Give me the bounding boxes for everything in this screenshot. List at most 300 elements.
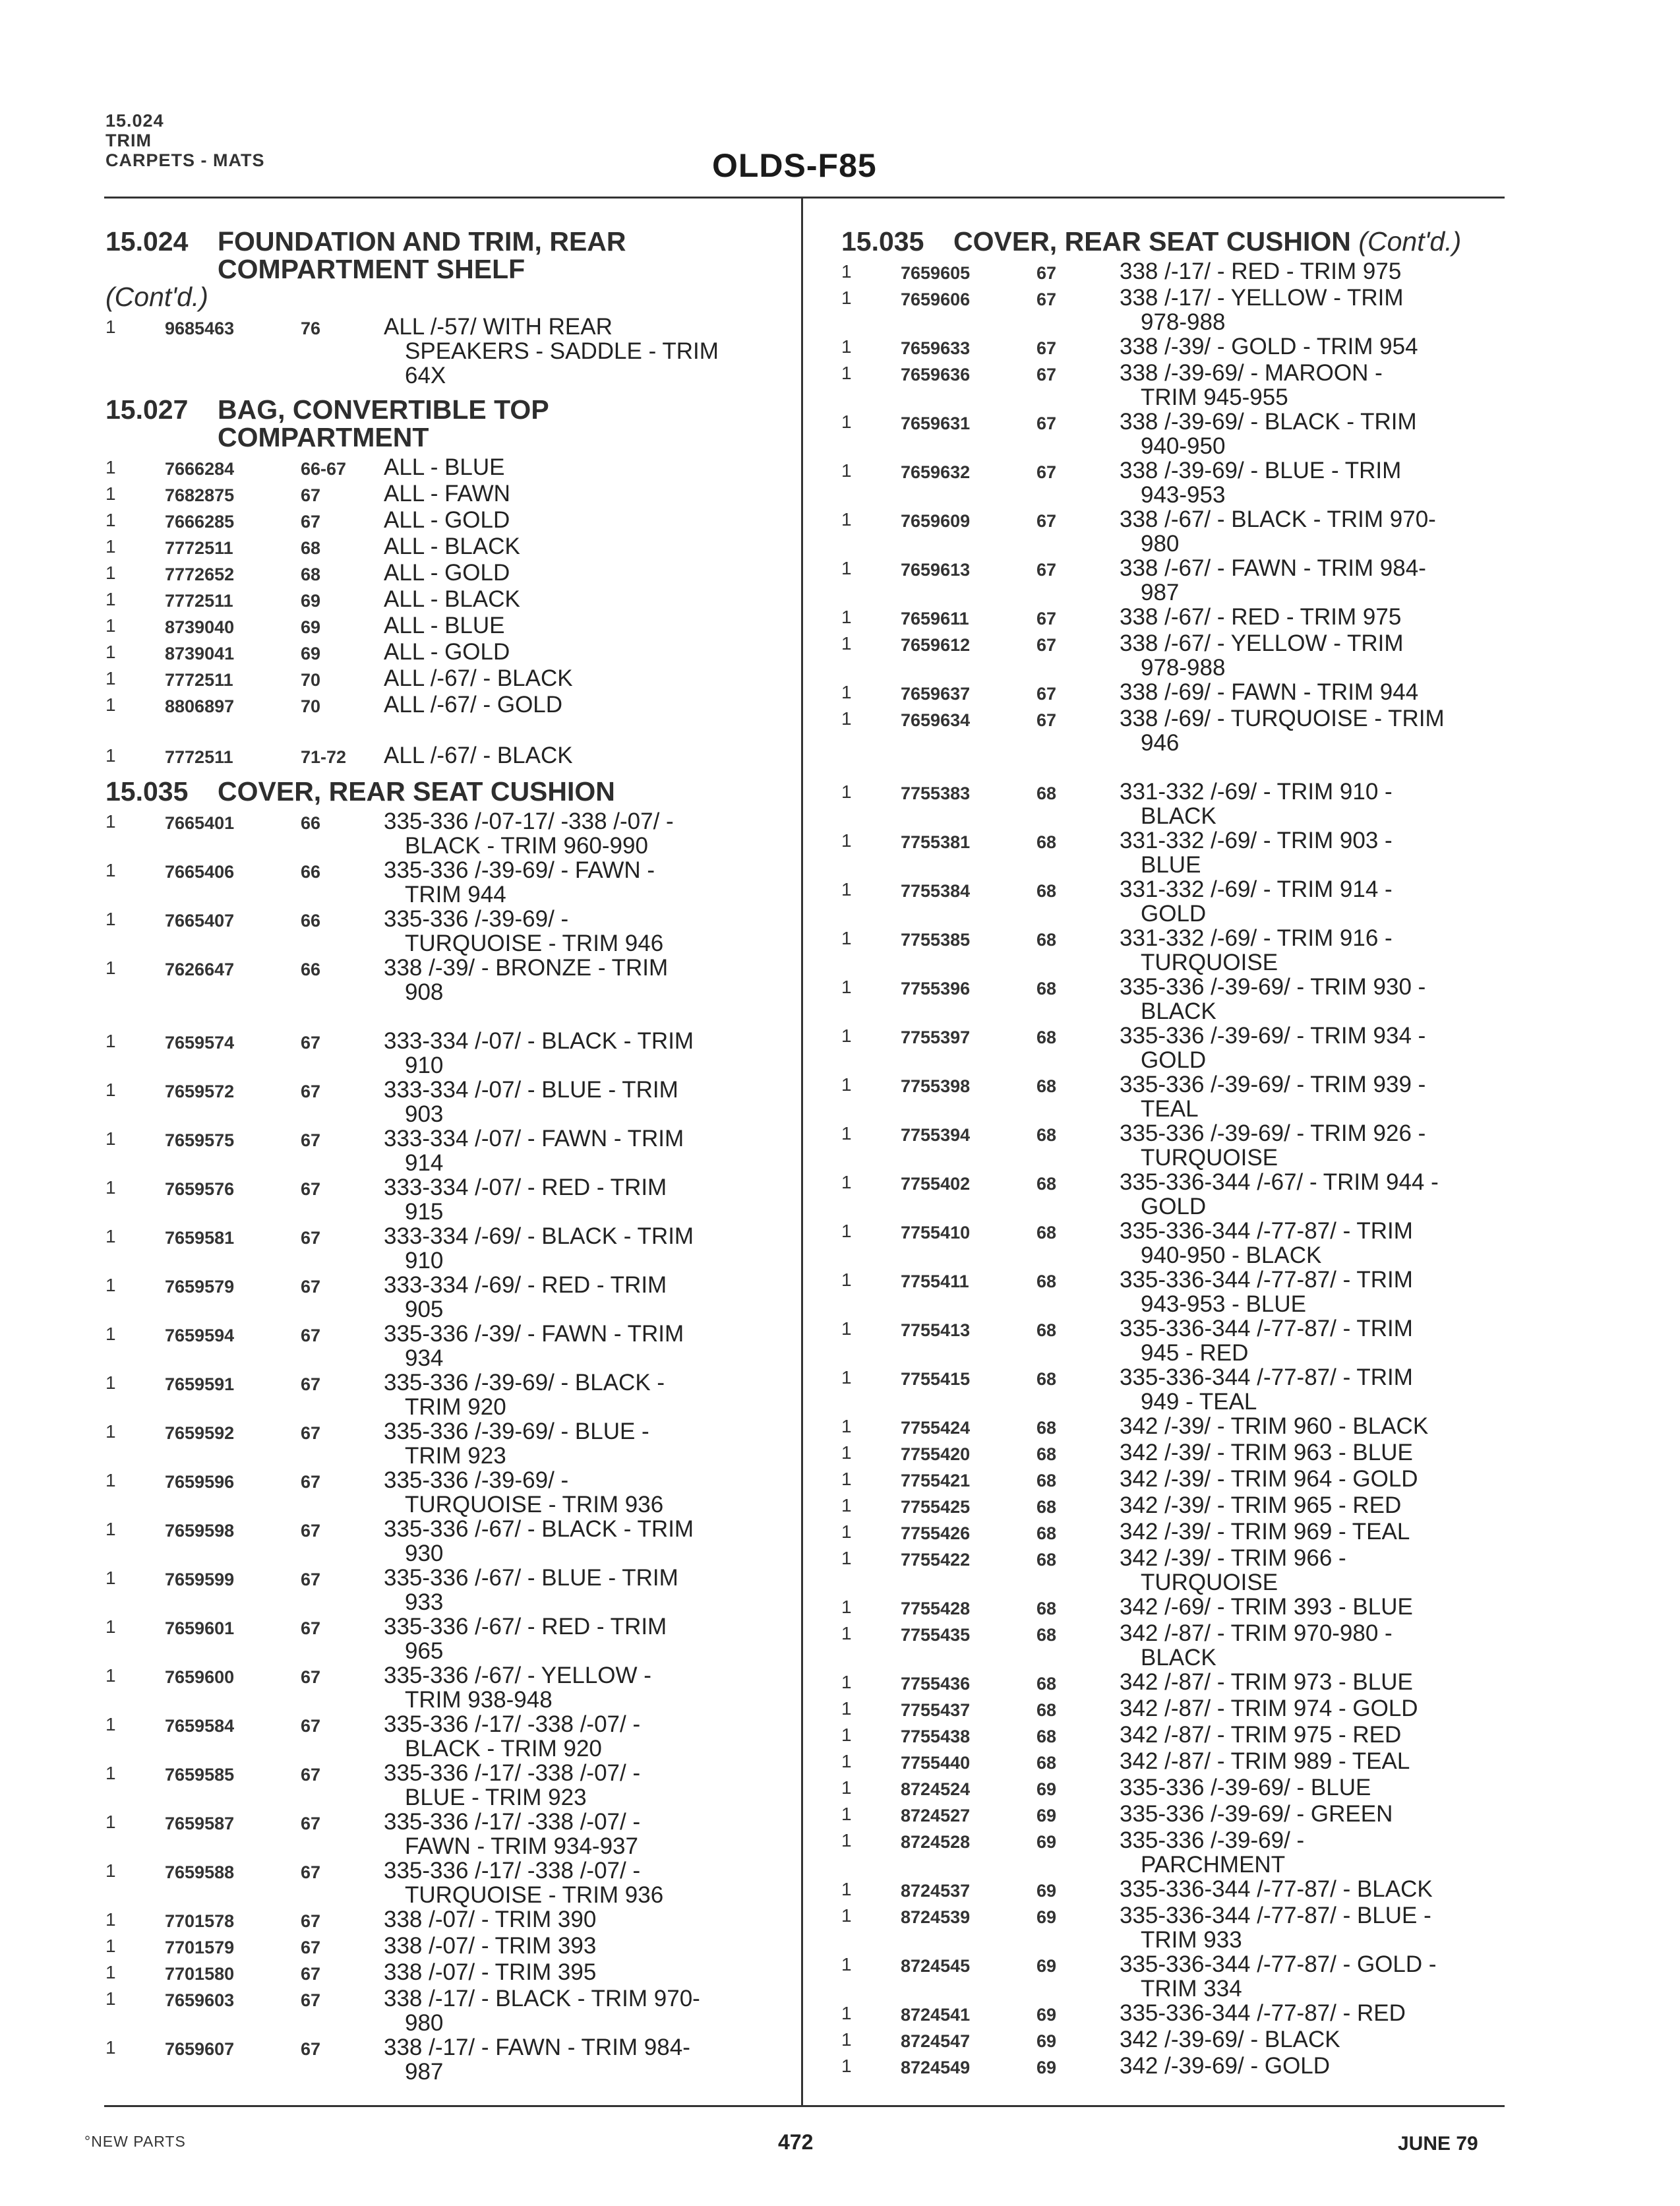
year-cell: 67 [301,1938,321,1957]
quantity-cell: 1 [841,1318,852,1339]
quantity-cell: 1 [105,1763,116,1783]
description-cell [384,1614,791,1663]
table-row [841,631,1527,680]
description-cell [384,1663,791,1712]
part-number-cell: 7659636 [901,365,971,384]
description-cell [1120,780,1527,828]
description-line: 342 /-39-69/ - BLACK [1120,2027,1340,2052]
quantity-cell: 1 [841,682,852,702]
part-number-cell: 7755420 [901,1444,971,1464]
description-line: ALL /-67/ - GOLD [384,692,563,718]
part-number-cell: 7755411 [901,1272,969,1291]
description-line: BLACK - TRIM 920 [405,1736,602,1762]
quantity-cell: 1 [105,1324,116,1344]
year-cell: 67 [301,1277,321,1297]
part-number-cell: 7659613 [901,560,971,580]
year-cell: 67 [1036,684,1057,704]
table-row [841,361,1527,410]
description-line: 949 - TEAL [1141,1389,1257,1415]
quantity-cell: 1 [841,977,852,997]
description-cell [1120,334,1527,359]
table-row [105,1858,791,1907]
description-cell [1120,1316,1527,1365]
section-heading [105,778,791,805]
quantity-cell: 1 [841,1270,852,1290]
description-line: 338 /-17/ - RED - TRIM 975 [1120,259,1402,284]
description-line: TURQUOISE - TRIM 936 [405,1882,664,1908]
year-cell: 69 [301,617,321,637]
year-cell: 68 [1036,1599,1057,1618]
year-cell: 67 [301,1130,321,1150]
quantity-cell: 1 [105,668,116,689]
quantity-cell: 1 [841,509,852,530]
quantity-cell: 1 [105,1177,116,1198]
quantity-cell: 1 [105,457,116,477]
year-cell: 68 [1036,979,1057,998]
year-cell: 68 [1036,1700,1057,1720]
year-cell: 67 [301,1228,321,1248]
part-number-cell: 7772511 [165,538,233,558]
description-line: TRIM 933 [1141,1927,1242,1953]
year-cell: 68 [1036,1753,1057,1773]
quantity-cell: 1 [105,1226,116,1246]
description-cell [384,1810,791,1858]
description-line: 965 [405,1638,444,1664]
description-line: 335-336 /-39-69/ - [1120,1827,1305,1853]
description-line: 335-336 /-17/ -338 /-07/ - [384,1711,641,1737]
description-line: 333-334 /-69/ - BLACK - TRIM [384,1223,694,1249]
description-line: 338 /-69/ - TURQUOISE - TRIM [1120,706,1445,731]
table-row [841,1365,1527,1414]
quantity-cell: 1 [841,1221,852,1241]
year-cell: 68 [1036,1076,1057,1096]
section-title-line: FOUNDATION AND TRIM, REAR [218,226,626,257]
quantity-cell: 1 [841,1623,852,1643]
year-cell: 71-72 [301,747,347,767]
description-line: 335-336 /-39-69/ - [384,906,569,932]
table-row [841,1440,1527,1467]
description-line: FAWN - TRIM 934-937 [405,1833,638,1859]
description-line: ALL - BLUE [384,454,505,480]
quantity-cell: 1 [841,607,852,627]
description-line: ALL - BLACK [384,534,520,559]
table-row [841,2054,1527,2080]
quantity-cell: 1 [841,1698,852,1719]
year-cell: 68 [1036,1674,1057,1694]
description-line: 915 [405,1199,444,1225]
part-number-cell: 7659575 [165,1130,235,1150]
table-row [105,587,791,613]
part-number-cell: 7659587 [165,1814,235,1833]
description-cell [1120,1670,1527,1694]
description-line: 933 [405,1589,444,1615]
table-row [105,692,791,719]
description-line: 335-336 /-39-69/ - [384,1467,569,1493]
description-line: ALL /-57/ WITH REAR [384,314,613,340]
description-cell [384,613,791,638]
table-row [105,809,791,858]
part-number-cell: 7755425 [901,1497,971,1517]
description-cell [384,1273,791,1322]
description-cell [1120,1828,1527,1877]
parts-section [841,228,1527,2080]
year-cell: 67 [301,1472,321,1492]
table-row [105,1175,791,1224]
part-number-cell: 7755384 [901,881,971,901]
year-cell: 68 [1036,1320,1057,1340]
year-cell: 67 [301,1618,321,1638]
description-line: 987 [405,2059,444,2085]
year-cell: 67 [1036,710,1057,730]
description-line: TRIM 944 [405,882,506,907]
description-cell [1120,1493,1527,1517]
description-line: 903 [405,1101,444,1127]
part-number-cell: 7659612 [901,635,971,655]
year-cell: 70 [301,670,321,690]
section-heading [105,228,791,311]
description-cell [1120,828,1527,877]
table-row [841,1952,1527,2001]
part-number-cell: 7659609 [901,511,971,531]
description-line: TRIM 938-948 [405,1687,553,1713]
quantity-cell: 1 [841,1123,852,1144]
year-cell: 68 [1036,1027,1057,1047]
description-cell [1120,1440,1527,1465]
part-number-cell: 7755424 [901,1418,971,1438]
description-line: BLUE [1141,852,1201,878]
description-line: 342 /-39-69/ - GOLD [1120,2053,1331,2079]
part-number-cell: 7755385 [901,930,971,950]
description-cell [384,1858,791,1907]
table-row [841,1493,1527,1519]
description-cell [384,743,791,768]
table-row [105,613,791,640]
description-cell [384,1468,791,1517]
year-cell: 70 [301,696,321,716]
description-line: 335-336 /-17/ -338 /-07/ - [384,1858,641,1884]
year-cell: 69 [1036,2058,1057,2077]
year-cell: 68 [1036,881,1057,901]
quantity-cell: 1 [105,1962,116,1982]
description-line: ALL - BLUE [384,613,505,638]
quantity-cell: 1 [105,1372,116,1393]
year-cell: 67 [1036,462,1057,482]
part-number-cell: 8724545 [901,1956,971,1976]
continued-label: (Cont'd.) [105,282,208,312]
description-cell [384,1078,791,1126]
year-cell: 68 [301,565,321,584]
description-line: 335-336 /-39/ - FAWN - TRIM [384,1321,684,1347]
description-line: 335-336 /-39-69/ - BLACK - [384,1370,665,1395]
header-line-subcategory: CARPETS - MATS [105,150,265,170]
description-line: ALL /-67/ - BLACK [384,665,573,691]
year-cell: 67 [301,1667,321,1687]
table-row [105,640,791,666]
description-line: 342 /-39/ - TRIM 966 - [1120,1545,1346,1571]
quantity-cell: 1 [841,781,852,802]
description-line: ALL - BLACK [384,586,520,612]
year-cell: 68 [1036,1550,1057,1570]
description-line: 342 /-39/ - TRIM 965 - RED [1120,1492,1402,1518]
description-cell [384,858,791,907]
description-line: TURQUOISE - TRIM 936 [405,1492,664,1517]
part-number-cell: 7666285 [165,512,235,532]
part-number-cell: 7772511 [165,591,233,611]
part-number-cell: 7659574 [165,1033,235,1053]
year-cell: 67 [301,1990,321,2010]
table-row [841,1828,1527,1877]
quantity-cell: 1 [841,288,852,308]
description-line: 342 /-69/ - TRIM 393 - BLUE [1120,1594,1413,1620]
description-line: GOLD [1141,1194,1207,1219]
description-cell [384,455,791,479]
description-line: 342 /-39/ - TRIM 969 - TEAL [1120,1519,1410,1545]
part-number-cell: 7772511 [165,670,233,690]
part-number-cell: 7659605 [901,263,971,283]
table-row [105,743,791,770]
description-line: 335-336 /-39-69/ - FAWN - [384,857,655,883]
quantity-cell: 1 [105,536,116,557]
quantity-cell: 1 [841,1074,852,1095]
description-cell [1120,1877,1527,1901]
year-cell: 69 [1036,1779,1057,1799]
table-row [841,1467,1527,1493]
quantity-cell: 1 [841,460,852,481]
section-header [105,111,265,170]
column-divider [801,198,803,2105]
part-number-cell: 8724539 [901,1907,971,1927]
quantity-cell: 1 [105,1988,116,2009]
description-cell [1120,1696,1527,1721]
description-line: 978-988 [1141,655,1226,681]
description-line: 338 /-67/ - RED - TRIM 975 [1120,604,1402,630]
description-cell [384,1517,791,1566]
part-number-cell: 7755428 [901,1599,971,1618]
year-cell: 68 [301,538,321,558]
description-line: 335-336-344 /-77-87/ - TRIM [1120,1364,1413,1390]
left-column [105,228,791,2092]
year-cell: 67 [301,1374,321,1394]
year-cell: 68 [1036,832,1057,852]
description-line: 333-334 /-07/ - BLUE - TRIM [384,1077,678,1103]
description-line: 338 /-17/ - BLACK - TRIM 970- [384,1986,700,2011]
quantity-cell: 1 [105,860,116,880]
table-row [841,458,1527,507]
description-cell [384,956,791,1004]
description-line: 342 /-39/ - TRIM 964 - GOLD [1120,1466,1418,1492]
section-number: 15.035 [841,226,924,257]
section-number: 15.024 [105,226,189,257]
brand-title: OLDS-F85 [712,147,877,184]
description-line: PARCHMENT [1141,1852,1286,1878]
quantity-cell: 1 [841,1026,852,1046]
description-cell [384,534,791,559]
description-line: 338 /-39-69/ - MAROON - [1120,360,1383,386]
part-number-cell: 7659596 [165,1472,235,1492]
description-line: 335-336 /-39-69/ - TRIM 934 - [1120,1023,1426,1049]
part-number-cell: 7772652 [165,565,235,584]
year-cell: 67 [1036,263,1057,283]
year-cell: 67 [1036,560,1057,580]
quantity-cell: 1 [841,363,852,383]
description-line: 335-336 /-39-69/ - BLUE - [384,1419,649,1444]
description-line: 980 [405,2010,444,2036]
part-number-cell: 7701578 [165,1911,235,1931]
year-cell: 69 [1036,1806,1057,1825]
quantity-cell: 1 [841,1521,852,1542]
description-cell [1120,1365,1527,1414]
section-number: 15.035 [105,776,189,807]
part-number-cell: 7665401 [165,813,235,833]
description-cell [1120,507,1527,556]
year-cell: 68 [1036,1727,1057,1746]
section-heading [841,228,1527,255]
year-cell: 68 [1036,1497,1057,1517]
description-line: TRIM 920 [405,1394,506,1420]
description-line: 335-336 /-39-69/ - TRIM 930 - [1120,974,1426,1000]
quantity-cell: 1 [841,1830,852,1851]
description-cell [1120,1775,1527,1800]
table-row [105,1907,791,1934]
part-number-cell: 7659581 [165,1228,235,1248]
description-cell [1120,706,1527,755]
description-line: 910 [405,1248,444,1273]
quantity-cell: 1 [841,1172,852,1192]
part-number-cell: 7755437 [901,1700,971,1720]
quantity-cell: 1 [105,1128,116,1149]
quantity-cell: 1 [841,261,852,282]
part-number-cell: 8724547 [901,2031,971,2051]
part-number-cell: 8724527 [901,1806,971,1825]
description-line: TEAL [1141,1096,1199,1122]
year-cell: 68 [1036,1625,1057,1645]
year-cell: 69 [1036,1956,1057,1976]
part-number-cell: 7659634 [901,710,971,730]
table-row [105,1126,791,1175]
year-cell: 68 [1036,1369,1057,1389]
part-number-cell: 8739041 [165,644,235,663]
part-number-cell: 7659588 [165,1862,235,1882]
description-line: 914 [405,1150,444,1176]
part-number-cell: 8724541 [901,2005,971,2025]
quantity-cell: 1 [841,1548,852,1568]
table-row [841,605,1527,631]
quantity-cell: 1 [105,317,116,337]
table-row [105,455,791,481]
description-cell [384,1419,791,1468]
description-cell [384,1986,791,2035]
description-cell [384,2035,791,2084]
description-cell [384,809,791,858]
table-row [841,1546,1527,1595]
part-number-cell: 7659576 [165,1179,235,1199]
year-cell: 69 [1036,2031,1057,2051]
quantity-cell: 1 [841,1367,852,1388]
part-number-cell: 7755422 [901,1550,971,1570]
table-row [841,1903,1527,1952]
description-line: 335-336-344 /-77-87/ - BLUE - [1120,1903,1431,1928]
part-number-cell: 8724528 [901,1832,971,1852]
year-cell: 66 [301,862,321,882]
description-cell [384,907,791,956]
footer-note: °NEW PARTS [84,2133,186,2150]
description-line: 338 /-67/ - YELLOW - TRIM [1120,630,1404,656]
part-number-cell: 7626647 [165,960,235,979]
part-number-cell: 7665406 [165,862,235,882]
part-number-cell: 7665407 [165,911,235,931]
year-cell: 67 [301,1911,321,1931]
table-row [841,1316,1527,1365]
description-line: 335-336-344 /-67/ - TRIM 944 - [1120,1169,1439,1195]
year-cell: 67 [301,1862,321,1882]
part-number-cell: 7659591 [165,1374,235,1394]
description-cell [1120,1268,1527,1316]
part-number-cell: 7659607 [165,2039,235,2059]
year-cell: 67 [1036,338,1057,358]
section-title-line: COMPARTMENT [218,422,429,452]
part-number-cell: 7755413 [901,1320,971,1340]
table-row [105,508,791,534]
year-cell: 68 [1036,1125,1057,1145]
description-line: 335-336 /-67/ - YELLOW - [384,1663,651,1688]
table-row [105,1273,791,1322]
table-row [105,315,791,388]
table-row [841,556,1527,605]
quantity-cell: 1 [841,558,852,578]
description-cell [1120,1621,1527,1670]
quantity-cell: 1 [105,589,116,609]
part-number-cell: 8806897 [165,696,235,716]
part-number-cell: 7682875 [165,485,235,505]
description-line: 905 [405,1297,444,1322]
description-cell [1120,410,1527,458]
year-cell: 76 [301,319,321,338]
bottom-rule [104,2105,1505,2107]
description-cell [1120,1802,1527,1826]
table-row [105,1986,791,2035]
quantity-cell: 1 [105,811,116,832]
table-row [841,1621,1527,1670]
table-row [841,334,1527,361]
table-row [105,907,791,956]
description-line: TURQUOISE [1141,1570,1278,1595]
part-number-cell: 8739040 [165,617,235,637]
table-row [105,1566,791,1614]
description-cell [1120,2027,1527,2052]
description-cell [1120,975,1527,1024]
description-line: 945 - RED [1141,1340,1249,1366]
right-column [841,228,1527,2088]
description-line: 335-336 /-07-17/ -338 /-07/ - [384,809,674,834]
parts-section [105,778,791,2084]
description-line: 338 /-67/ - FAWN - TRIM 984- [1120,555,1426,581]
description-line: 335-336 /-39-69/ - TRIM 939 - [1120,1072,1426,1097]
description-cell [1120,2054,1527,2078]
part-number-cell: 7659592 [165,1423,235,1443]
table-row [841,1219,1527,1268]
quantity-cell: 1 [841,412,852,432]
header-line-category: TRIM [105,131,152,150]
description-line: 940-950 - BLACK [1141,1242,1322,1268]
year-cell: 67 [301,1082,321,1101]
description-line: ALL - GOLD [384,507,510,533]
description-cell [384,508,791,532]
part-number-cell: 7659585 [165,1765,235,1785]
section-title-line: COVER, REAR SEAT CUSHION [218,776,615,807]
quantity-cell: 1 [105,1275,116,1295]
description-cell [1120,1121,1527,1170]
quantity-cell: 1 [841,633,852,654]
